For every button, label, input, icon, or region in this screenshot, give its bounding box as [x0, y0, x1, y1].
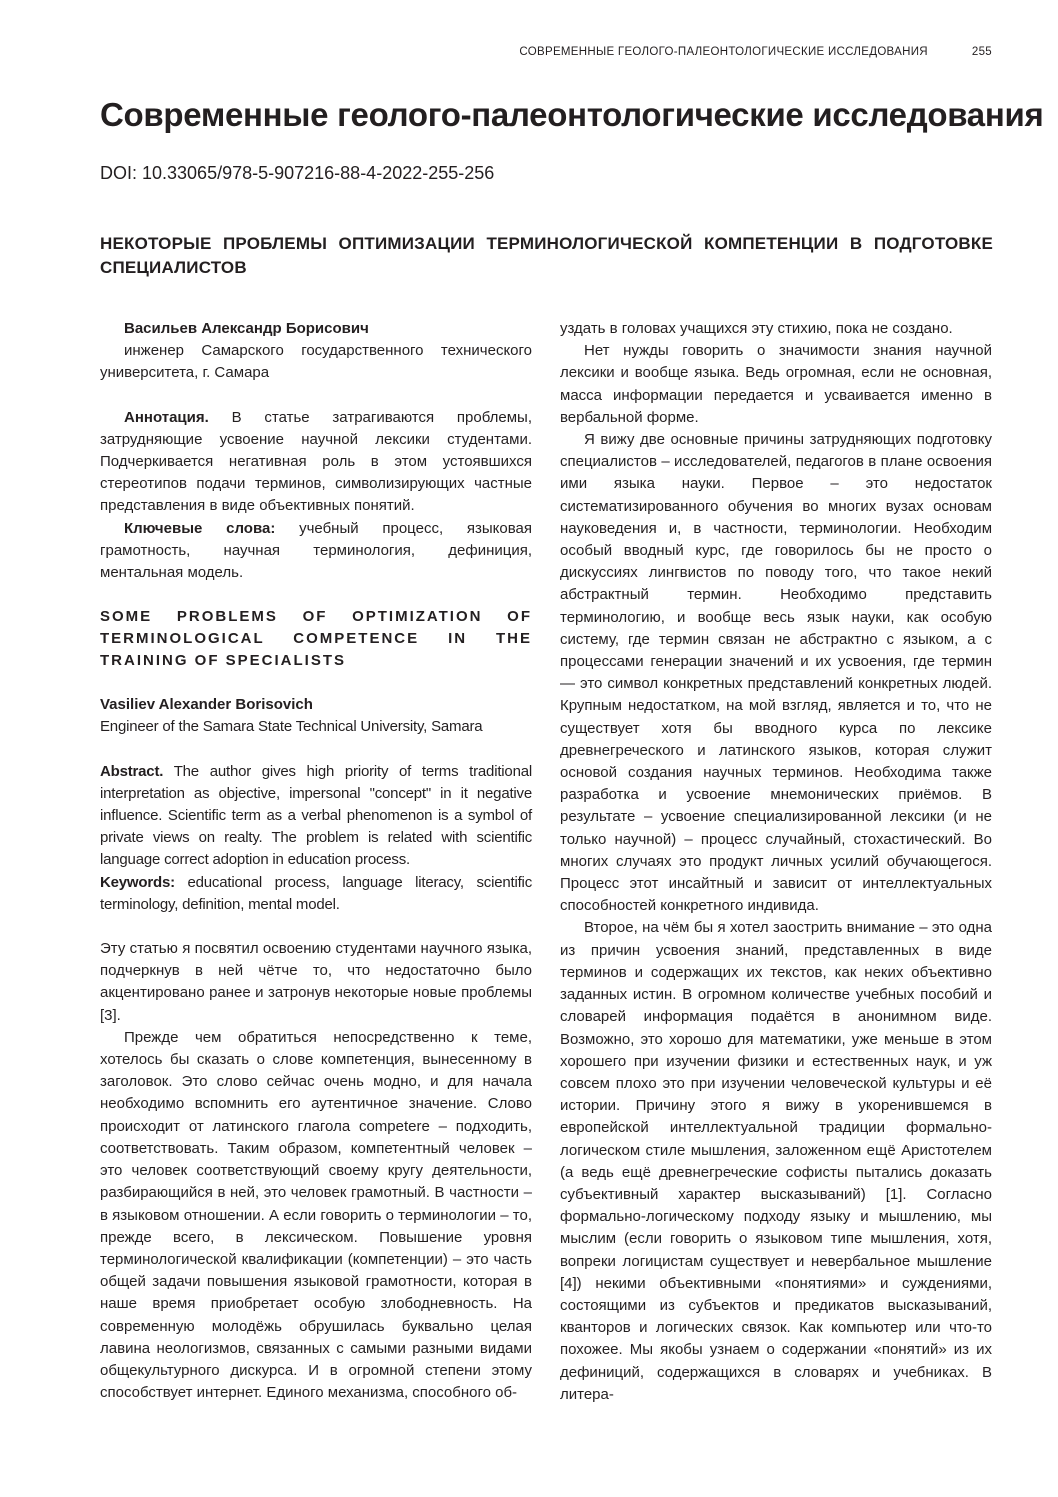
article-title-en: SOME PROBLEMS OF OPTIMIZATION OF TERMINOLOGICAL COMPETENCE IN THE TRAINING OF SPECIALISTS	[100, 608, 532, 670]
author-name-en: Vasiliev Alexander Borisovich	[100, 696, 313, 714]
abstract-en	[100, 761, 532, 872]
author-name-ru: Васильев Александр Борисович	[124, 320, 369, 337]
body-paragraph: Эту статью я посвятил освоению студентами научного языка, подчеркнув в ней чётче то, что недостаточно было акцентировано ранее и затронув некоторые новые проблемы [3].	[100, 940, 532, 1024]
keywords-ru-text: учебный процесс, языковая грамотность, научная терминология, дефиниция, ментальная модель.	[100, 519, 532, 582]
right-column	[560, 318, 992, 1406]
body-paragraph: Второе, на чём бы я хотел заострить внимание – это одна из причин усвоения знаний, представленных в виде терминов и содержащих их текстов, как неких объективно заданных истин. В огромном количестве учебных пособий и словарей информация подаётся в анонимном виде. Возможно, это хорошо для математики, уже меньше в этом хорошего при изучении физики и естественных наук, и уж совсем плохо это при изучении человеческой культуры и её истории. Причину этого я вижу в укоренившемся в европейской интеллектуальной традиции формально-логическом стиле мышления, заложенном ещё Аристотелем (а ведь ещё древнегреческие софисты пытались доказать субъективный характер высказываний) [1]. Согласно формально-логическому подходу языку и мышлению, мы мыслим (если говорить о языковом типе мышления, хотя, вопреки логицистам существует и невербальное мышление [4]) некими объективными «понятиями» и суждениями, состоящими из субъектов и предикатов высказываний, кванторов и логических связок. Как компьютер или что-то похожее. Мы якобы узнаем о содержании «понятий» из их дефиниций, содержащихся в словарях и учебниках. В литера-	[560, 919, 992, 1403]
keywords-ru-label: Ключевые слова:	[124, 519, 276, 537]
running-header	[100, 46, 992, 58]
left-column	[100, 318, 532, 1404]
keywords-ru	[100, 518, 532, 585]
doi: DOI: 10.33065/978-5-907216-88-4-2022-255-256	[100, 163, 495, 183]
keywords-en	[100, 872, 532, 916]
author-affiliation-ru: инженер Самарского государственного технического университета, г. Самара	[100, 342, 532, 382]
body-paragraph: Я вижу две основные причины затрудняющих подготовку специалистов – исследователей, педагогов в плане освоения ими языка науки. Первое – это недостаток систематизированного обучения во многих вузах основам науковедения и, в частности, терминологии. Необходим особый вводный курс, где говорилось бы не просто о дискуссиях лингвистов по поводу того, что такое некий абстрактный термин. Необходимо представить терминологию, и вообще весь язык науки, как особую систему, где термин связан не абстрактно с языком, а с процессами генерации значений и их усвоения, где термин — это символ конкретных представлений конкретных людей. Крупным недостатком, на мой взгляд, является и то, что не существует хотя бы вводного курса по лексике древнегреческого и латинского языков, которая служит основой создания научных терминов. Необходима также разработка и усвоение мнемонических приёмов. В результате – усвоение специализированной лексики (и не только научной) – процесс случайный, стохастический. Во многих случаях это продукт личных усилий обучающегося. Процесс этот инсайтный и зависит от интеллектуальных способностей конкретного индивида.	[560, 431, 992, 915]
abstract-en-label: Abstract.	[100, 762, 164, 780]
abstract-ru	[100, 407, 532, 518]
abstract-ru-text: В статье затрагиваются проблемы, затрудняющие усвоение научной лексики студентами. Подчеркивается негативная роль в этом устоявшихся стереотипов подачи терминов, символизирующих частные представления в виде объективных понятий.	[100, 408, 532, 515]
body-paragraph: уздать в головах учащихся эту стихию, пока не создано.	[560, 320, 953, 337]
page-number: 255	[971, 46, 992, 58]
keywords-en-label: Keywords:	[100, 873, 175, 891]
article-title-ru: НЕКОТОРЫЕ ПРОБЛЕМЫ ОПТИМИЗАЦИИ ТЕРМИНОЛОГИЧЕСКОЙ КОМПЕТЕНЦИИ В ПОДГОТОВКЕ СПЕЦИАЛИСТОВ	[100, 234, 993, 277]
author-affiliation-en: Engineer of the Samara State Technical University, Samara	[100, 718, 483, 736]
abstract-en-text: The author gives high priority of terms traditional interpretation as objective, impersonal "concept" in it negative influence. Scientific term as a verbal phenomenon is a symbol of private views on realty. The problem is related with scientific language correct adoption in education process.	[100, 762, 532, 869]
keywords-en-text: educational process, language literacy, scientific terminology, definition, mental model.	[100, 873, 532, 913]
section-title: Современные геолого-палеонтологические исследования	[100, 96, 1044, 133]
abstract-ru-label: Аннотация.	[124, 408, 209, 426]
body-paragraph: Нет нужды говорить о значимости знания научной лексики и вообще языка. Ведь огромная, если не основная, масса информации передается и усваивается именно в вербальной форме.	[560, 342, 992, 426]
body-paragraph: Прежде чем обратиться непосредственно к теме, хотелось бы сказать о слове компетенция, вынесенному в заголовок. Это слово сейчас очень модно, и для начала необходимо вспомнить его аутентичное значение. Слово происходит от латинского глагола competere – подходить, соответствовать. Таким образом, компетентный человек – это человек соответствующий своему кругу деятельности, разбирающийся в ней, это человек грамотный. В частности – в языковом отношении. А если говорить о терминологии – то, прежде всего, в лексическом. Повышение уровня терминологической квалификации (компетенции) – это часть общей задачи повышения языковой грамотности, которая в наше время приобретает особую злободневность. На современную молодёжь обрушилась буквально целая лавина неологизмов, связанных с самыми разными видами общекультурного дискурса. И в огромной степени этому способствует интернет. Единого механизма, способного об-	[100, 1028, 532, 1402]
running-title: СОВРЕМЕННЫЕ ГЕОЛОГО-ПАЛЕОНТОЛОГИЧЕСКИЕ ИССЛЕДОВАНИЯ	[519, 46, 928, 58]
